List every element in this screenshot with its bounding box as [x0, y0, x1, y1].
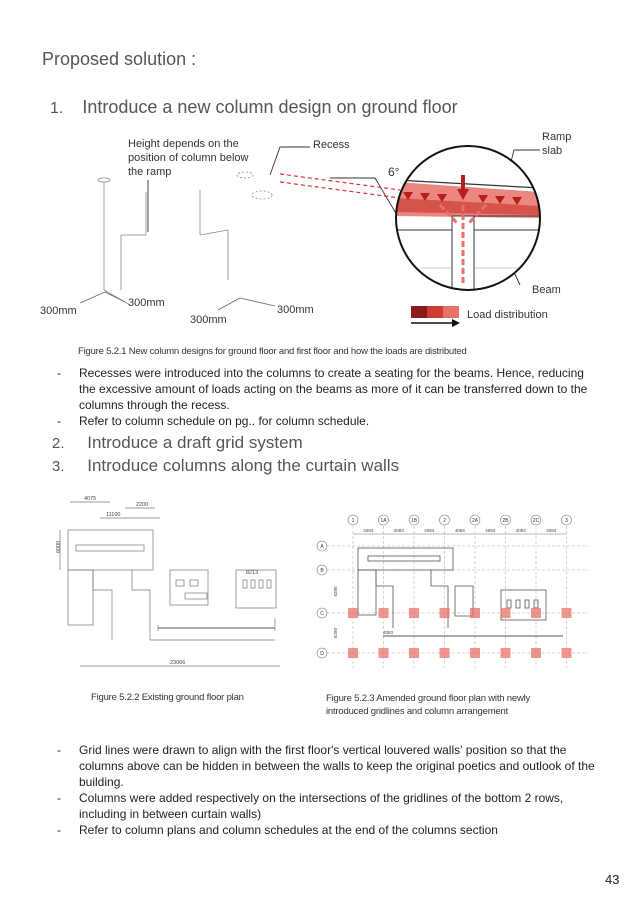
dim-label-1: 300mm [40, 305, 77, 317]
new-column-marker [531, 608, 541, 618]
dimension-markers [80, 292, 275, 310]
plan-left-dim-mid: 11100 [106, 512, 121, 518]
grid-span-dim: 4083 [424, 528, 435, 533]
page-number: 43 [605, 872, 620, 887]
column-sketches [98, 172, 272, 305]
existing-floor-plan [50, 490, 300, 680]
grid-row-label: A [320, 544, 324, 550]
item-3 [52, 456, 399, 476]
ramp-slab-line-1: Ramp [542, 131, 572, 143]
bullets-group-2 [57, 742, 597, 838]
ramp-slab-line-2: slab [542, 145, 563, 157]
grid-col-label: 1A [380, 518, 387, 524]
grid-span-dim: 4083 [515, 528, 526, 533]
dim-label-2: 300mm [128, 297, 165, 309]
grid-col-label: 2 [443, 518, 446, 524]
load-distribution-label: Load distribution [467, 309, 548, 321]
plan-left-dim-top-a: 4075 [84, 496, 97, 502]
bullet-2-1-text: Grid lines were drawn to align with the first floor's vertical louvered walls' position so that the columns above can be hidden in between the walls to keep the original poetics and outlook of the building. [79, 743, 595, 789]
bullet-dash: - [57, 823, 61, 837]
figure-523-caption [326, 692, 530, 718]
new-column-marker [440, 608, 450, 618]
grid-col-label: 2C [532, 518, 540, 524]
bullet-2-3 [57, 822, 597, 838]
grid-side-dim: 6280 [333, 627, 338, 639]
section-title: Proposed solution : [42, 49, 197, 69]
grid-span-dim: 4083 [546, 528, 557, 533]
figure-523-line-1: Figure 5.2.3 Amended ground floor plan with newly [326, 693, 531, 704]
new-column-marker [470, 608, 480, 618]
item-1-text: Introduce a new column design on ground floor [82, 97, 458, 117]
grid-row-label: B [320, 568, 324, 574]
grid-span-dim: 4083 [485, 528, 496, 533]
grid-col-label: 1 [351, 518, 355, 524]
angle-label: 6° [388, 165, 400, 179]
ramp-slab-label [542, 130, 571, 158]
grid-col-label: 1B [410, 518, 418, 524]
plan-left-dim-right: 8213 [246, 570, 259, 576]
grid-col-label: 2B [502, 518, 509, 524]
item-2-text: Introduce a draft grid system [87, 433, 303, 452]
bullet-dash: - [57, 414, 61, 428]
new-column-marker [562, 608, 572, 618]
bullet-dash: - [57, 743, 61, 757]
legend-swatch-mid [427, 306, 443, 318]
bullet-1-2 [57, 413, 597, 429]
grid-row-label: D [320, 651, 324, 657]
bullet-2-3-text: Refer to column plans and column schedules at the end of the columns section [79, 823, 498, 837]
legend-swatch-dark [411, 306, 427, 318]
height-note: Height depends on the position of column below the ramp [128, 138, 249, 178]
amended-floor-plan [313, 508, 595, 678]
item-3-number: 3. [52, 458, 65, 475]
new-column-marker [562, 648, 572, 658]
bullet-1-2-text: Refer to column schedule on pg.. for column schedule. [79, 414, 370, 428]
recess-label: Recess [313, 139, 350, 151]
item-2 [52, 433, 303, 453]
bullet-2-2-text: Columns were added respectively on the intersections of the gridlines of the bottom 2 rows, including in between curtain walls) [79, 791, 564, 821]
new-column-marker [409, 608, 419, 618]
grid-span-dim: 4083 [393, 528, 404, 533]
new-column-marker [348, 608, 358, 618]
bullet-dash: - [57, 366, 61, 380]
figure-522-caption: Figure 5.2.2 Existing ground floor plan [91, 692, 244, 703]
plan-left-dim-top-b: 2200 [136, 502, 149, 508]
grid-inner-dim: 4083 [383, 630, 394, 635]
bullet-1-1-text: Recesses were introduced into the columns to create a seating for the beams. Hence, reducing the excessive amount of loads acting on the beams as more of it can be transferred down to the columns through the recess. [79, 366, 588, 412]
new-column-marker [501, 648, 511, 658]
new-column-marker [379, 608, 389, 618]
new-column-marker [531, 648, 541, 658]
figure-521-caption: Figure 5.2.1 New column designs for ground floor and first floor and how the loads are distributed [78, 346, 467, 357]
new-column-marker [440, 648, 450, 658]
load-legend [411, 306, 460, 327]
grid-col-label: 2A [471, 518, 479, 524]
bullets-group-1 [57, 365, 597, 429]
item-3-text: Introduce columns along the curtain walls [87, 456, 400, 475]
building-outline [358, 548, 563, 636]
dim-label-3: 300mm [190, 314, 227, 326]
legend-swatch-light [443, 306, 459, 318]
bullet-2-2 [57, 790, 597, 822]
grid-span-dim: 4083 [363, 528, 374, 533]
plan-left-dim-bottom: 23066 [170, 660, 186, 666]
grid-row-label: C [320, 611, 324, 617]
new-column-marker [470, 648, 480, 658]
item-1 [50, 97, 458, 118]
bullet-1-1 [57, 365, 597, 413]
bullet-2-1 [57, 742, 597, 790]
detail-circle [396, 146, 540, 290]
beam-label: Beam [532, 284, 561, 296]
new-column-marker [501, 608, 511, 618]
new-column-marker [348, 648, 358, 658]
new-column-marker [379, 648, 389, 658]
dim-label-4: 300mm [277, 304, 314, 316]
new-column-marker [409, 648, 419, 658]
grid-col-label: 3 [565, 518, 568, 524]
item-2-number: 2. [52, 435, 65, 452]
item-1-number: 1. [50, 100, 64, 117]
grid-side-dim: 6280 [333, 586, 338, 597]
bullet-dash: - [57, 791, 61, 805]
plan-left-dim-side: 6000 [56, 540, 62, 553]
figure-523-line-2: introduced gridlines and column arrangement [326, 706, 509, 717]
grid-span-dim: 4083 [454, 528, 465, 533]
